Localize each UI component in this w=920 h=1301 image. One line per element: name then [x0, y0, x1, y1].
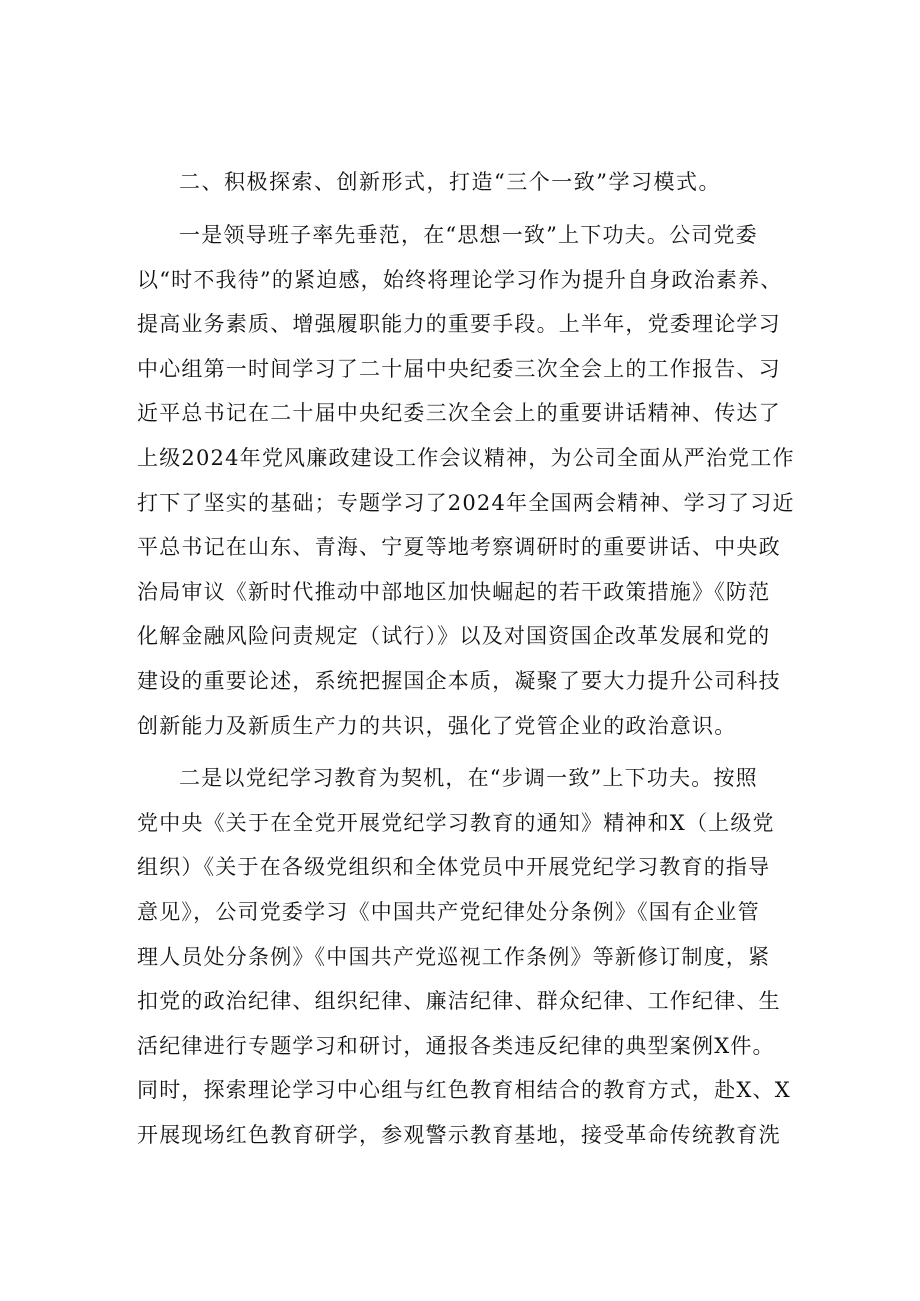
paragraph-line: 开展现场红色教育研学，参观警示教育基地，接受革命传统教育洗: [137, 1122, 781, 1147]
paragraph-line: 理人员处分条例》《中国共产党巡视工作条例》等新修订制度，紧: [137, 944, 771, 969]
paragraph-line: 创新能力及新质生产力的共识，强化了党管企业的政治意识。: [137, 713, 737, 738]
paragraph-line: 中心组第一时间学习了二十届中央纪委三次全会上的工作报告、习: [137, 356, 781, 381]
paragraph-line: 同时，探索理论学习中心组与红色教育相结合的教育方式，赴X、X: [137, 1078, 791, 1103]
paragraph-line: 意见》，公司党委学习《中国共产党纪律处分条例》《国有企业管: [137, 899, 760, 924]
paragraph-line: 打下了坚实的基础；专题学习了2024年全国两会精神、学习了习近: [137, 490, 795, 515]
paragraph-leadership: [137, 213, 797, 748]
paragraph-line: 活纪律进行专题学习和研讨，通报各类违反纪律的典型案例X件。: [137, 1033, 775, 1058]
document-body: [137, 160, 797, 1157]
paragraph-line: 以“时不我待”的紧迫感，始终将理论学习作为提升自身政治素养、: [137, 267, 783, 292]
paragraph-line: 一是领导班子率先垂范，在“思想一致”上下功夫。公司党委: [179, 223, 758, 247]
paragraph-line: 扣党的政治纪律、组织纪律、廉洁纪律、群众纪律、工作纪律、生: [137, 989, 781, 1014]
paragraph-line: 二是以党纪学习教育为契机，在“步调一致”上下功夫。按照: [179, 766, 758, 791]
paragraph-line: 化解金融风险问责规定（试行）》以及对国资国企改革发展和党的: [137, 624, 771, 649]
paragraph-line: 上级2024年党风廉政建设工作会议精神，为公司全面从严治党工作: [137, 445, 795, 470]
paragraph-line: 平总书记在山东、青海、宁夏等地考察调研时的重要讲话、中央政: [137, 535, 781, 560]
paragraph-line: 建设的重要论述，系统把握国企本质，凝聚了要大力提升公司科技: [137, 668, 781, 693]
paragraph-line: 近平总书记在二十届中央纪委三次全会上的重要讲话精神、传达了: [137, 401, 781, 426]
section-heading: 二、积极探索、创新形式，打造“三个一致”学习模式。: [179, 170, 721, 194]
paragraph-line: 治局审议《新时代推动中部地区加快崛起的若干政策措施》《防范: [137, 579, 771, 604]
paragraph-line: 提高业务素质、增强履职能力的重要手段。上半年，党委理论学习: [137, 312, 781, 337]
paragraph-line: 组织）《关于在各级党组织和全体党员中开展党纪学习教育的指导: [137, 855, 771, 880]
paragraph-line: 党中央《关于在全党开展党纪学习教育的通知》精神和X（上级党: [137, 810, 775, 835]
paragraph-discipline: [137, 756, 797, 1157]
